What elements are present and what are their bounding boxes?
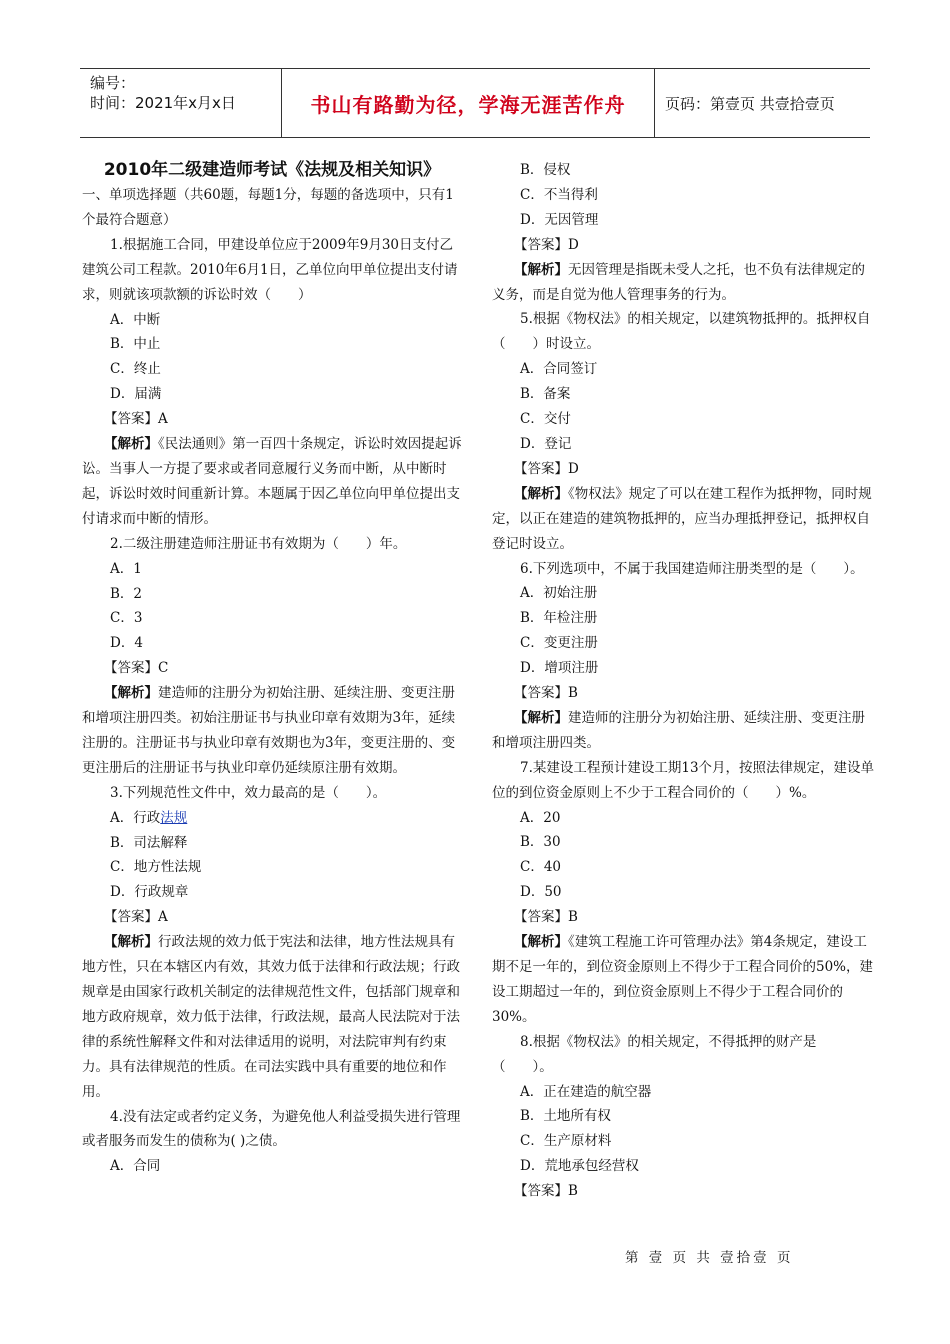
question-7-option-b: B．30 [520,834,561,851]
header-motto: 书山有路勤为径，学海无涯苦作舟 [282,69,655,137]
explanation-label: 【解析】 [104,685,158,702]
explanation-label: 【解析】 [514,709,568,726]
question-2-answer: 【答案】C [104,660,169,677]
right-column [492,158,877,1204]
explanation-label: 【解析】 [514,261,568,278]
question-2-option-b: B．2 [110,585,143,602]
question-6-option-c: C．变更注册 [520,635,598,652]
page-header [80,68,870,138]
explanation-text: 《民法通则》第一百四十条规定，诉讼时效因提起诉讼。当事人一方提了要求或者同意履行义务而中断，从中断时起，诉讼时效时间重新计算。本题属于因乙单位向甲单位提出支付请求而中断的情形。 [82,436,462,527]
question-3-option-a [82,806,462,831]
explanation-text: 《建筑工程施工许可管理办法》第4条规定，建设工期不足一年的，到位资金原则上不得少于工程合同价的50%，建设工期超过一年的，到位资金原则上不得少于工程合同价的30%。 [492,934,874,1025]
question-4-explanation [492,258,877,308]
question-5-option-b: B．备案 [520,386,571,403]
explanation-text: 《物权法》规定了可以在建工程作为抵押物，同时规定，以正在建造的建筑物抵押的，应当办理抵押登记，抵押权自登记时设立。 [492,485,872,552]
fagui-link[interactable]: 法规 [160,809,188,826]
question-5-option-c: C．交付 [520,411,571,428]
question-7-option-c: C．40 [520,859,562,876]
question-4-option-d: D．无因管理 [520,211,599,228]
question-3-stem: 3.下列规范性文件中，效力最高的是（ ）。 [110,784,387,801]
question-4-option-b: B．侵权 [520,162,571,178]
question-1-stem: 1.根据施工合同，甲建设单位应于2009年9月30日支付乙建筑公司工程款。2010年6月1日，乙单位向甲单位提出支付请求，则就该项款额的诉讼时效（ ） [82,236,458,303]
question-2-option-d: D．4 [110,635,143,652]
explanation-label: 【解析】 [104,934,158,951]
question-1-option-d: D．届满 [110,386,162,403]
page-footer: 第 壹 页 共 壹拾壹 页 [625,1250,794,1266]
question-8-stem: 8.根据《物权法》的相关规定，不得抵押的财产是（ ）。 [492,1033,817,1075]
question-6-stem: 6.下列选项中，不属于我国建造师注册类型的是（ ）。 [520,560,864,577]
question-5-explanation [492,482,877,557]
question-8-option-d: D．荒地承包经营权 [520,1158,639,1175]
question-6-answer: 【答案】B [514,685,578,702]
question-5-stem: 5.根据《物权法》的相关规定，以建筑物抵押的。抵押权自（ ）时设立。 [492,311,871,353]
question-2-explanation [82,681,462,781]
question-3-option-c: C．地方性法规 [110,859,202,876]
question-1-explanation [82,432,462,532]
question-2-option-c: C．3 [110,610,143,627]
explanation-text: 建造师的注册分为初始注册、延续注册、变更注册和增项注册四类。初始注册证书与执业印章有效期为3年，延续注册的。注册证书与执业印章有效期也为3年，变更注册的、变更注册后的注册证书与执业印章仍延续原注册有效期。 [82,685,456,776]
question-7-option-a: A．20 [520,809,561,826]
question-4-option-a: A．合同 [110,1158,161,1175]
question-6-option-b: B．年检注册 [520,610,598,627]
question-3-explanation [82,930,462,1104]
question-7-stem: 7.某建设工程预计建设工期13个月，按照法律规定，建设单位的到位资金原则上不少于工程合同价的（ ）%。 [492,759,875,801]
question-2-stem: 2.二级注册建造师注册证书有效期为（ ）年。 [110,535,407,552]
question-8-option-c: C．生产原材料 [520,1133,612,1150]
question-8-option-b: B．土地所有权 [520,1108,611,1125]
document-number-label: 编号： [90,74,136,92]
option-a-text: A．行政 [110,809,161,826]
header-meta [80,69,282,137]
question-8-answer: 【答案】B [514,1183,578,1200]
section-intro: 一、单项选择题（共60题，每题1分，每题的备选项中，只有1个最符合题意） [82,187,454,228]
question-6-option-d: D．增项注册 [520,660,599,677]
document-title: 2010年二级建造师考试《法规及相关知识》 [103,160,441,180]
explanation-label: 【解析】 [104,436,158,453]
question-4-stem: 4.没有法定或者约定义务，为避免他人利益受损失进行管理或者服务而发生的债称为( )之债。 [82,1108,461,1150]
question-4-option-c: C．不当得利 [520,186,598,203]
question-5-option-a: A．合同签订 [520,361,598,378]
explanation-text: 建造师的注册分为初始注册、延续注册、变更注册和增项注册四类。 [492,709,865,751]
question-7-option-d: D．50 [520,884,562,901]
document-date: 时间：2021年x月x日 [90,94,236,112]
explanation-text: 无因管理是指既未受人之托，也不负有法律规定的义务，而是自觉为他人管理事务的行为。 [492,261,865,303]
header-page-info: 页码：第壹页 共壹拾壹页 [665,94,835,113]
left-column [82,158,462,1179]
question-2-option-a: A．1 [110,560,142,577]
question-3-option-d: D．行政规章 [110,884,189,901]
question-8-option-a: A．正在建造的航空器 [520,1083,652,1100]
question-1-answer: 【答案】A [104,411,168,428]
question-1-option-b: B．中止 [110,336,161,353]
question-1-option-c: C．终止 [110,361,161,378]
question-7-explanation [492,930,877,1030]
question-6-option-a: A．初始注册 [520,585,598,602]
explanation-label: 【解析】 [514,934,568,951]
explanation-label: 【解析】 [514,485,568,502]
explanation-text: 行政法规的效力低于宪法和法律，地方性法规具有地方性，只在本辖区内有效，其效力低于法律和行政法规；行政规章是由国家行政机关制定的法律规范性文件，包括部门规章和地方政府规章，效力低于法律，行政法规，最高人民法院对于法律的系统性解释文件和对法律适用的说明，对法院审判有约束力。具有法律规范的性质。在司法实践中具有重要的地位和作用。 [82,934,460,1100]
question-1-option-a: A．中断 [110,311,161,328]
question-7-answer: 【答案】B [514,909,578,926]
question-3-answer: 【答案】A [104,909,168,926]
question-6-explanation [492,706,877,756]
question-3-option-b: B．司法解释 [110,834,188,851]
question-5-answer: 【答案】D [514,460,579,477]
question-5-option-d: D．登记 [520,435,572,452]
question-4-answer: 【答案】D [514,236,579,253]
